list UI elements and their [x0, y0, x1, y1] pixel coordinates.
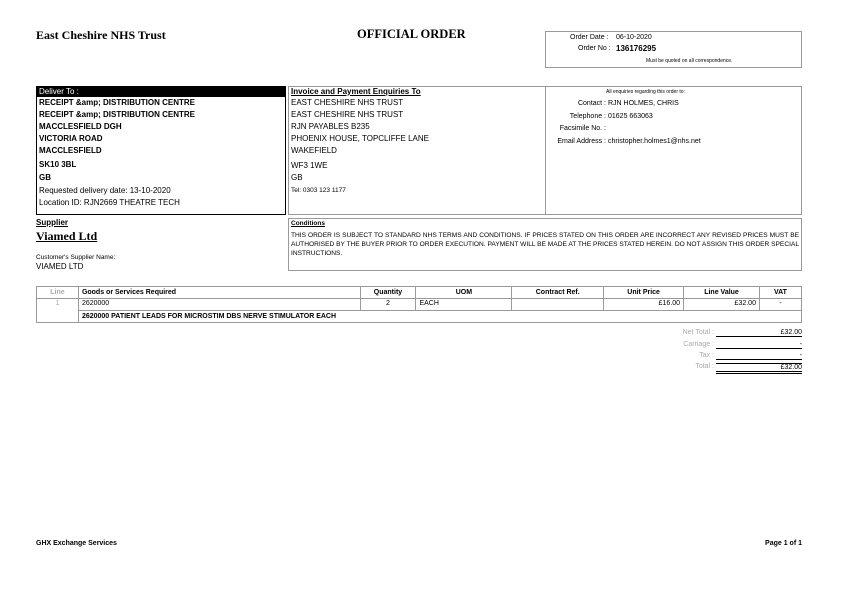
col-quantity: Quantity	[360, 287, 416, 299]
document-title: OFFICIAL ORDER	[357, 27, 466, 41]
row-contract-ref	[512, 299, 604, 311]
order-info-box	[545, 31, 802, 68]
tax-label: Tax :	[699, 352, 714, 359]
email-value: christopher.holmes1@nhs.net	[608, 138, 701, 145]
page-number: Page 1 of 1	[765, 540, 802, 547]
col-unit-price: Unit Price	[604, 287, 684, 299]
invoice-line-1: EAST CHESHIRE NHS TRUST	[291, 98, 404, 107]
invoice-line-6: WF3 1WE	[291, 161, 328, 170]
col-line-value: Line Value	[684, 287, 760, 299]
deliver-line-7: GB	[39, 173, 51, 182]
invoice-line-3: RJN PAYABLES B235	[291, 122, 370, 131]
col-line: Line	[37, 287, 79, 299]
requested-delivery-date: Requested delivery date: 13-10-2020	[39, 186, 171, 195]
conditions-text: THIS ORDER IS SUBJECT TO STANDARD NHS TERMS AND CONDITIONS. IF PRICES STATED ON THIS ORDER ARE INCORRECT ANY REVISED PRICES MUST BE AUTHORISED BY THE BUYER PRIOR TO ORDER EXECUTION. PAYMENT WILL BE MADE AT THE PRICES STATED HEREIN. DO NOT ASSIGN THIS ORDER SPECIAL INSTRUCTIONS.	[291, 232, 799, 257]
invoice-box	[288, 86, 546, 215]
col-contract-ref: Contract Ref.	[512, 287, 604, 299]
enquiries-heading: All enquiries regarding this order to:	[606, 89, 685, 95]
row-description: 2620000 PATIENT LEADS FOR MICROSTIM DBS NERVE STIMULATOR EACH	[78, 311, 801, 323]
deliver-line-3: MACCLESFIELD DGH	[39, 122, 122, 131]
conditions-heading: Conditions	[291, 220, 325, 227]
net-total-label: Net Total :	[682, 329, 714, 336]
col-uom: UOM	[416, 287, 512, 299]
order-date-label: Order Date :	[570, 34, 609, 41]
deliver-line-2: RECEIPT &amp; DISTRIBUTION CENTRE	[39, 110, 196, 119]
supplier-heading: Supplier	[36, 218, 69, 227]
deliver-line-4: VICTORIA ROAD	[39, 134, 103, 143]
total-row	[0, 363, 842, 374]
invoice-line-5: WAKEFIELD	[291, 146, 337, 155]
deliver-line-5: MACCLESFIELD	[39, 146, 102, 155]
col-goods: Goods or Services Required	[78, 287, 360, 299]
invoice-tel: Tel: 0303 123 1177	[291, 187, 346, 194]
row-vat: -	[759, 299, 801, 311]
customer-supplier-name-label: Customer's Supplier Name:	[36, 254, 116, 261]
location-id: Location ID: RJN2669 THEATRE TECH	[39, 198, 180, 207]
email-label: Email Address :	[557, 138, 606, 145]
total-value: £32.00	[716, 363, 802, 374]
row-uom: EACH	[416, 299, 512, 311]
supplier-name: Viamed Ltd	[36, 229, 98, 243]
col-vat: VAT	[759, 287, 801, 299]
conditions-box	[288, 218, 802, 271]
deliver-line-1: RECEIPT &amp; DISTRIBUTION CENTRE	[39, 98, 196, 107]
row-quantity: 2	[360, 299, 416, 311]
row-unit-price: £16.00	[604, 299, 684, 311]
deliver-to-heading: Deliver To :	[37, 87, 285, 97]
deliver-line-6: SK10 3BL	[39, 160, 77, 169]
net-total-value: £32.00	[716, 329, 802, 337]
order-date-value: 06-10-2020	[616, 34, 652, 41]
tax-value: -	[716, 352, 802, 360]
table-row	[37, 299, 802, 311]
trust-name: East Cheshire NHS Trust	[36, 28, 166, 42]
enquiries-box	[545, 86, 802, 215]
net-total-row	[0, 329, 842, 340]
telephone-value: 01625 663063	[608, 113, 653, 120]
table-header-row	[37, 287, 802, 299]
order-no-value: 136176295	[616, 44, 657, 53]
invoice-line-2: EAST CHESHIRE NHS TRUST	[291, 110, 404, 119]
invoice-heading: Invoice and Payment Enquiries To	[291, 87, 421, 96]
fax-label: Facsimile No. :	[559, 125, 606, 132]
order-no-label: Order No :	[578, 45, 611, 52]
row-code: 2620000	[78, 299, 360, 311]
contact-value: RJN HOLMES, CHRIS	[608, 100, 679, 107]
quote-note: Must be quoted on all correspondence.	[646, 58, 733, 64]
footer-provider: GHX Exchange Services	[36, 540, 117, 547]
telephone-label: Telephone :	[569, 113, 606, 120]
tax-row	[0, 352, 842, 363]
invoice-line-7: GB	[291, 173, 303, 182]
row-line: 1	[37, 299, 79, 311]
carriage-value: -	[716, 341, 802, 349]
total-label: Total :	[695, 363, 714, 370]
carriage-row	[0, 341, 842, 352]
contact-label: Contact :	[577, 100, 606, 107]
customer-supplier-name: VIAMED LTD	[36, 262, 84, 271]
order-items-table	[36, 286, 802, 323]
invoice-line-4: PHOENIX HOUSE, TOPCLIFFE LANE	[291, 134, 429, 143]
deliver-to-box	[36, 86, 286, 215]
row-line-value: £32.00	[684, 299, 760, 311]
carriage-label: Carriage :	[683, 341, 714, 348]
table-row-description	[37, 311, 802, 323]
